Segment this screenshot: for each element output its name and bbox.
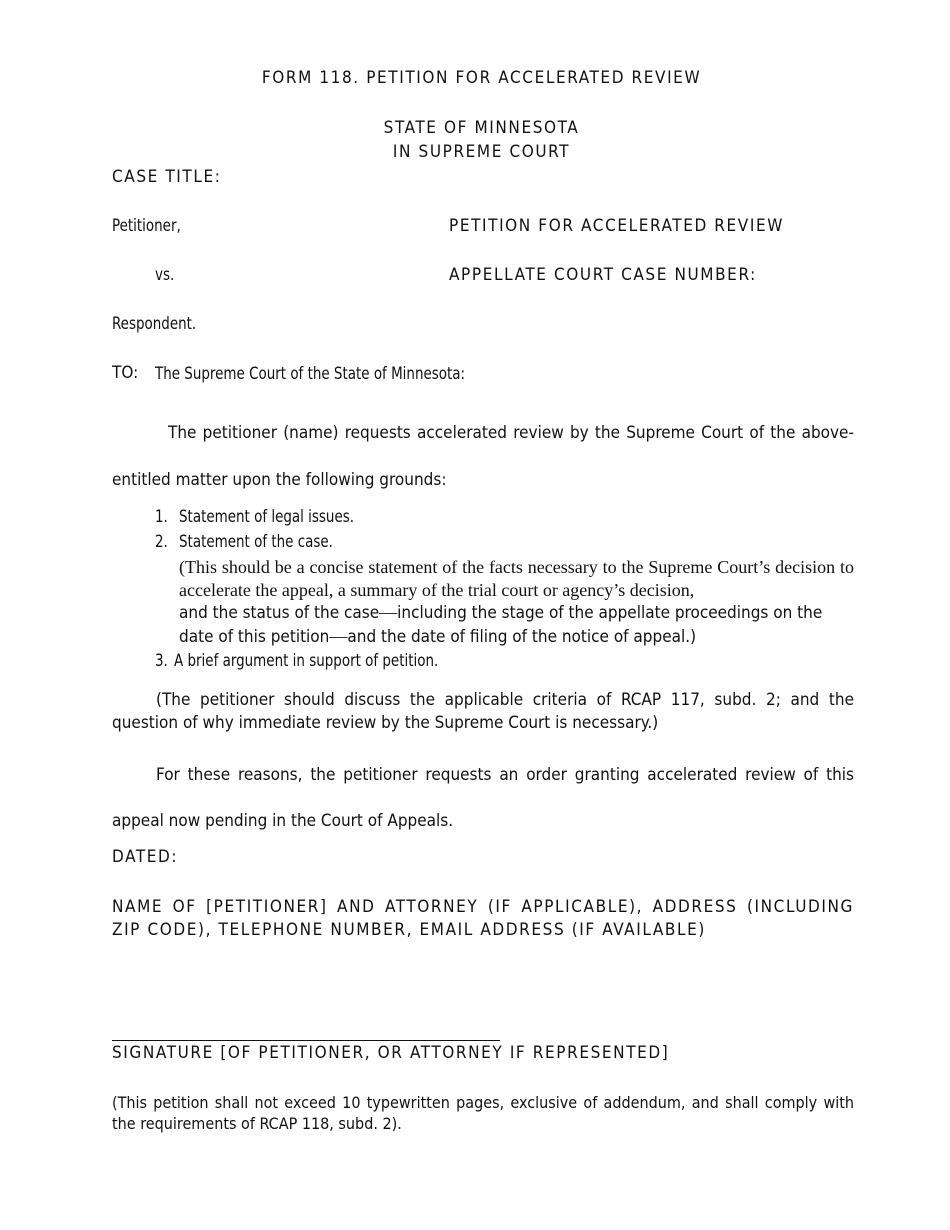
- case-statement-note: (This should be a concise statement of the facts necessary to the Supreme Court’s decision to accelerate the appeal, a summary of the trial court or agency’s decision,: [179, 557, 854, 600]
- list-item-number: 2.: [155, 532, 168, 552]
- note-fragment: date of this petition: [179, 627, 330, 647]
- em-dash: —: [329, 626, 348, 646]
- to-text: The Supreme Court of the State of Minnesota:: [155, 364, 466, 384]
- em-dash: —: [379, 602, 398, 622]
- signature-line: [112, 1040, 500, 1041]
- state-heading: STATE OF MINNESOTA: [383, 118, 580, 138]
- petitioner-label: Petitioner,: [112, 216, 181, 236]
- case-statement-note-line4: [179, 626, 696, 647]
- case-number-label: APPELLATE COURT CASE NUMBER:: [449, 265, 757, 285]
- list-item-label: Statement of legal issues.: [179, 507, 355, 527]
- case-title-label: CASE TITLE:: [112, 167, 222, 187]
- conclusion-paragraph: For these reasons, the petitioner requests an order granting accelerated review of this appeal now pending in the Court of Appeals.: [112, 765, 854, 831]
- note-fragment: and the date of filing of the notice of appeal.): [347, 627, 697, 647]
- intro-paragraph: The petitioner (name) requests accelerated review by the Supreme Court of the above-entitled matter upon the following grounds:: [112, 423, 854, 490]
- note-fragment: including the stage of the appellate proceedings on the: [397, 603, 823, 623]
- list-item-number: 1.: [155, 507, 168, 527]
- respondent-label: Respondent.: [112, 314, 197, 334]
- list-item-label: A brief argument in support of petition.: [174, 651, 439, 671]
- list-item-label: Statement of the case.: [179, 532, 333, 552]
- footnote: (This petition shall not exceed 10 typewritten pages, exclusive of addendum, and shall comply with the requirements of RCAP 118, subd. 2).: [112, 1093, 854, 1133]
- vs-label: vs.: [155, 265, 175, 285]
- document-title: PETITION FOR ACCELERATED REVIEW: [449, 216, 784, 236]
- list-item-number: 3.: [155, 651, 168, 671]
- name-address-block: NAME OF [PETITIONER] AND ATTORNEY (IF APPLICABLE), ADDRESS (INCLUDING ZIP CODE), TELEPHONE NUMBER, EMAIL ADDRESS (IF AVAILABLE): [112, 897, 854, 940]
- to-label: TO:: [112, 363, 139, 383]
- signature-label: SIGNATURE [OF PETITIONER, OR ATTORNEY IF REPRESENTED]: [112, 1043, 670, 1063]
- court-heading: IN SUPREME COURT: [392, 142, 571, 162]
- note-fragment: and the status of the case: [179, 603, 380, 623]
- form-title: FORM 118. PETITION FOR ACCELERATED REVIEW: [261, 68, 702, 88]
- case-statement-note-line3: [179, 602, 854, 623]
- argument-note: (The petitioner should discuss the applicable criteria of RCAP 117, subd. 2; and the question of why immediate review by the Supreme Court is necessary.): [112, 690, 854, 733]
- dated-label: DATED:: [112, 847, 179, 867]
